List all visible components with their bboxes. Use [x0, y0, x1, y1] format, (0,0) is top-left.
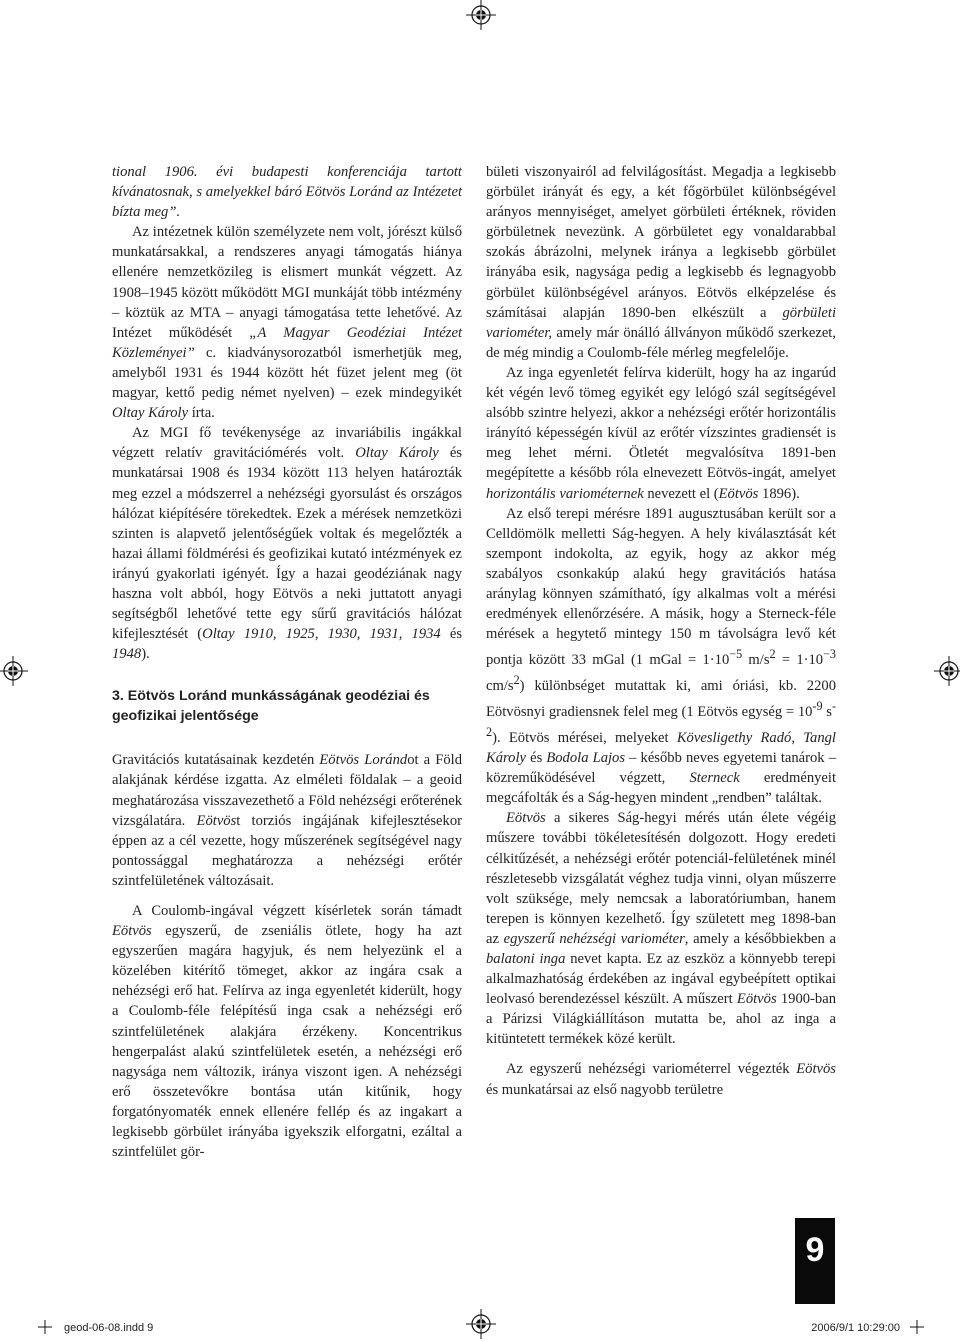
paragraph	[486, 808, 836, 1049]
person-name: Kövesligethy Radó	[676, 729, 792, 746]
text-run: amely már önálló állványon működő szerkezet, de még mindig a Coulomb-féle mérleg megfelelője.	[486, 324, 836, 361]
person-name: Eötvös	[196, 812, 237, 829]
crop-cross-icon	[38, 1320, 52, 1334]
text-run: – később neves egyetemi tanárok – közreműködésével végzett,	[486, 750, 836, 787]
registration-mark-right	[934, 656, 960, 686]
text-run: és munkatársai az első nagyobb területre	[486, 1081, 724, 1098]
paragraph	[486, 504, 836, 809]
superscript: -9	[812, 699, 823, 714]
text-run: Az inga egyenletét felírva kiderült, hogy ha az ingarúd két végén levő tömeg egyikét egy lelógó szál segítségével alsóbb szintre helyezi, akkor a nehézségi erőtér horizontális irányító képességén kívül az erőtér vízszintes gradiensét is meg lehet mérni. Ötletét megvalósítva 1891-ben megépítette a később róla elnevezett Eötvös-ingát, amelyet	[486, 364, 836, 482]
citation: 1948	[112, 646, 142, 663]
text-run: t torziós ingájának kifejlesztésekor éppen az a cél vezette, hogy műszerének segítségével nagy pontossággal meghatározza a nehézségi erőtér szintfelületének változásait.	[112, 812, 462, 889]
text-run: A Coulomb-ingával végzett kísérletek során támadt	[132, 903, 462, 919]
paragraph	[112, 423, 462, 664]
paragraph	[112, 750, 462, 891]
publication-title: „A Magyar Geodéziai Intézet Közleményei”	[112, 324, 462, 361]
instrument-name: horizontális variométernek	[486, 485, 644, 502]
page-number: 9	[795, 1218, 835, 1304]
italic-run: tional 1906. évi budapesti konferenciája tartott kívánatosnak, s amelyekkel báró Eötvös Loránd az Intézetet bízta meg”.	[112, 164, 462, 221]
right-column	[486, 162, 836, 1100]
text-run: Az intézetnek külön személyzete nem volt, jórészt külső munkatársakkal, a rendszeres anyagi támogatás hiánya ellenére nemzetközileg is elismert munkát végzett. Az 1908–1945 között működött MGI munkáját több intézmény – köztük az MTA – anyagi támogatása tette lehetővé. Az Intézet működését	[112, 224, 462, 341]
text-run: c. kiadványsorozatból ismerhetjük meg, amelyből 1931 és 1944 között hét füzet jelent meg (öt magyar, kettő pedig német nyelven) – ezek mindegyikét	[112, 344, 462, 402]
person-name: Oltay Károly	[355, 445, 439, 462]
text-run: ). Eötvös mérései, melyeket	[492, 729, 677, 746]
registration-mark-bottom	[466, 1309, 496, 1339]
paragraph	[486, 162, 836, 363]
crop-cross-icon	[910, 1320, 924, 1334]
text-run: s	[822, 704, 832, 721]
superscript: -2	[486, 699, 837, 740]
superscript: 2	[769, 647, 776, 662]
text-run: = 1·10	[775, 652, 824, 669]
superscript: 2	[513, 673, 520, 688]
instrument-name: balatoni inga	[486, 951, 566, 967]
text-run: Gravitációs kutatásainak kezdetén	[112, 752, 320, 769]
paragraph	[112, 222, 462, 423]
person-name: Eötvös Loránd	[319, 752, 408, 769]
person-name: Eötvös	[796, 1061, 836, 1078]
person-name: Eötvös	[112, 923, 152, 940]
citation: Eötvös	[718, 485, 759, 502]
paragraph	[486, 363, 836, 504]
paragraph	[112, 901, 462, 1162]
text-run: , amely a későbbiekben a	[684, 930, 836, 947]
text-run: 1896).	[758, 485, 800, 502]
text-run: ot a Föld alakjának kérdése izgatta. Az elméleti földalak – a geoid meghatározása visszavezethető a Föld nehézségi erőterének vizsgálatára.	[112, 752, 463, 829]
text-run: nevezett el (	[643, 485, 719, 502]
text-run: ).	[141, 646, 150, 663]
text-run: írta.	[188, 405, 215, 422]
text-run: egyszerű, de zseniális ötlete, hogy ha azt egyszerűen magára hagyjuk, és nem helyezünk el a közelében kitérítő tömeget, akkor az ingára csak a nehézségi erő hat. Felírva az inga egyenletét kiderült, hogy a Coulomb-féle felépítésű inga csak a nehézségi erő szintfelületének alakjára érzékeny. Koncentrikus hengerpalást alakú szintfelületek esetén, a nehézségi erő nagysága nem változik, iránya viszont igen. A nehézségi erő összetevőkre bontása után kitűnik, hogy forgatónyomaték ennek ellenére fellép és az ingakart a legkisebb görbület irányába igyekszik elforgatni, ezáltal a szintfelület gör-	[112, 923, 462, 1161]
person-name: Sterneck	[689, 770, 740, 787]
text-run: ) különbséget mutattak ki, ami óriási, kb. 2200 Eötvösnyi gradiensnek felel meg (1 Eötvös egység = 10	[486, 678, 836, 721]
person-name: Eötvös	[506, 810, 546, 827]
text-run: 1900-ban a Párizsi Világkiállításon mutatta be, ahol az inga a kitüntetett termékek közé került.	[486, 991, 836, 1048]
instrument-name: egyszerű nehézségi variométer	[503, 930, 685, 947]
text-run: cm/s	[486, 678, 514, 695]
text-run: a sikeres Ság-hegyi mérés után élete végéig műszere további tökéletesítésén dolgozott. Hogy eredeti célkitűzését, a nehézségi erőtér potenciál-felületének minél részletesebb vizsgálatát véghez tudja vinni, olyan műszerre volt szüksége, mely nemcsak a laboratóriumban, hanem terepen is könnyen kezelhető. Így született meg 1898-ban az	[486, 810, 836, 947]
text-run: és	[526, 750, 547, 767]
slug-timestamp: 2006/9/1 10:29:00	[811, 1322, 900, 1334]
text-run: bületi viszonyairól ad felvilágosítást. Megadja a legkisebb görbület irányát és egy, a két főgörbület különbségével arányos mennyiséget, amelyet görbületi értéknek, röviden görbületnek nevezünk. A görbületet egy vonaldarabbal szokás ábrázolni, melynek iránya a legkisebb görbület irányába esik, nagysága pedig a legkisebb és legnagyobb görbület különbségével arányos. Eötvös elképzelése és számításai alapján 1890-ben elkészült a	[486, 164, 836, 321]
superscript: −5	[729, 647, 743, 662]
paragraph	[112, 162, 462, 222]
superscript: −3	[823, 647, 837, 662]
text-run: ,	[791, 729, 804, 746]
paragraph	[486, 1059, 836, 1099]
text-run: Az első terepi mérésre 1891 augusztusában került sor a Celldömölk melletti Ság-hegyen. A hely kiválasztását két szempont indokolta, az egyik, hogy az akkor még szabályos csonkakúp alakú hegy gravitációs hatása aránylag könnyen számítható, így alkalmas volt a mérési eredmények ellenőrzésére. A másik, hogy a Sterneck-féle mérések a hegytető mintegy 150 m távolságra levő két pontja között 33 mGal (1 mGal = 1·10	[486, 505, 836, 669]
text-run: nevet kapta. Ez az eszköz a könnyebb terepi alkalmazhatóság érdekében az ingával egybeépített optikai leolvasó berendezéssel készült. A műszert	[486, 951, 836, 1008]
person-name: Tangl Károly	[486, 729, 836, 767]
registration-mark-top	[466, 0, 496, 30]
person-name: Bodola Lajos	[546, 750, 626, 767]
text-run: Az MGI fő tevékenysége az invariábilis ingákkal végzett relatív gravitációmérés volt.	[112, 425, 462, 462]
person-name: Eötvös	[736, 991, 777, 1008]
citation: Oltay 1910, 1925, 1930, 1931, 1934	[202, 626, 441, 643]
person-name: Oltay Károly	[112, 405, 189, 422]
slug-filename: geod-06-08.indd 9	[64, 1322, 154, 1334]
text-run: m/s	[742, 652, 770, 669]
registration-mark-left	[0, 656, 28, 686]
text-run: és	[440, 626, 462, 643]
text-run: Az egyszerű nehézségi variométerrel végezték	[506, 1061, 797, 1078]
text-run: és munkatársai 1908 és 1934 között 113 helyen határozták meg ezzel a módszerrel a nehézségi gyorsulást és országos hálózat kiépítésére törekedtek. Ezek a mérések nemzetközi szinten is alapvető jelentőségűek voltak és megelőzték a hazai állami földmérési és geofizikai kutató intézmények ez irányú gyakorlati igényét. Így a hazai geodéziának nagy haszna volt abból, hogy Eötvös a neki juttatott anyagi segítségből lehetővé tette egy sűrű gravitációs hálózat kifejlesztését (	[112, 445, 462, 643]
text-run: eredményeit megcáfolták és a Ság-hegyen mindent „rendben” találtak.	[486, 770, 836, 807]
instrument-name: görbületi variométer,	[486, 304, 836, 341]
left-column	[112, 162, 462, 1162]
section-heading: 3. Eötvös Loránd munkásságának geodéziai és geofizikai jelentősége	[112, 688, 430, 725]
